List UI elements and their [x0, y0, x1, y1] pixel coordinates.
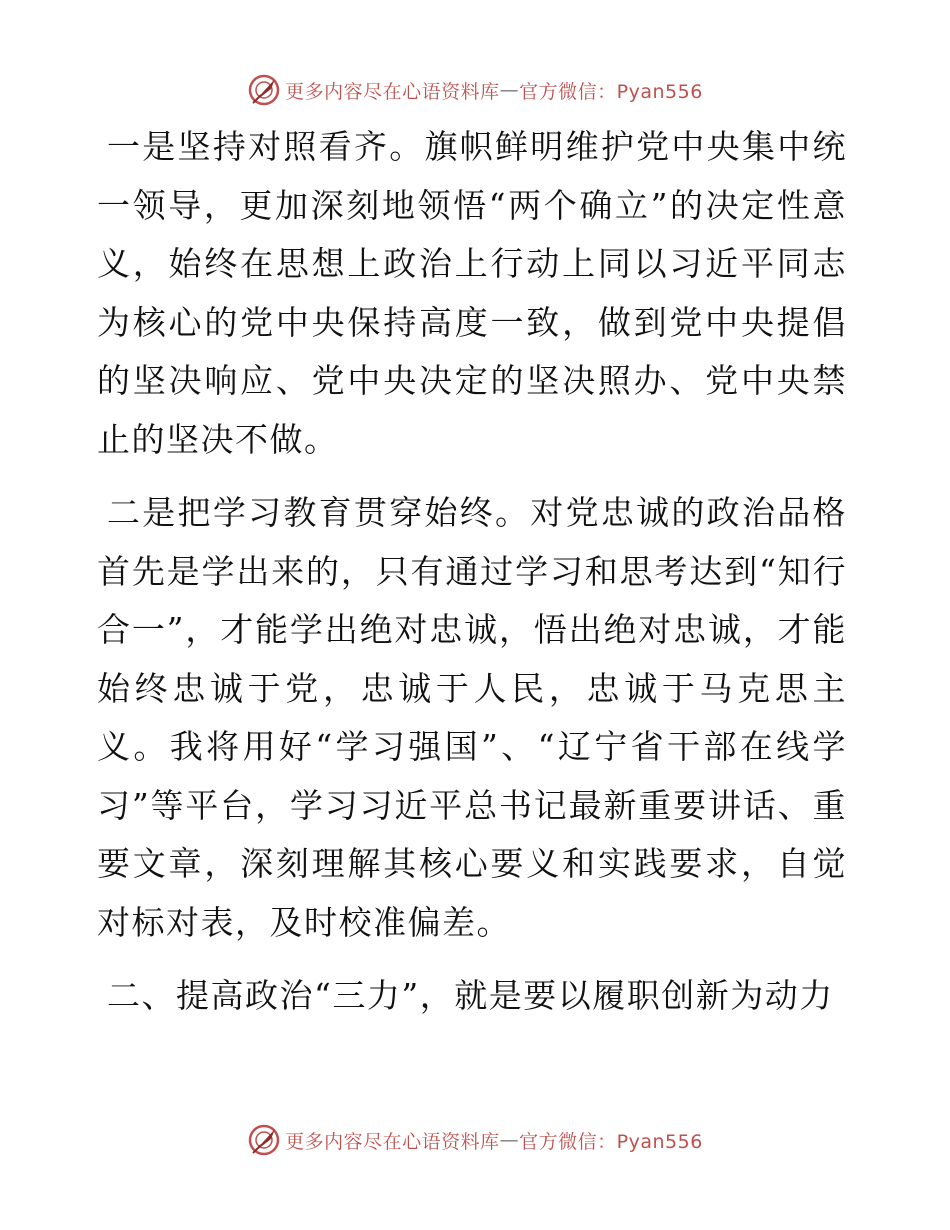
- watermark-wechat: 官方微信：Pyan556: [519, 1130, 703, 1153]
- header-watermark: [0, 70, 950, 110]
- watermark-text: 更多内容尽在心语资料库: [285, 1130, 500, 1153]
- section-heading: 二、提高政治“三力”，就是要以履职创新为动力: [107, 976, 834, 1015]
- watermark-separator: —: [499, 1129, 520, 1151]
- watermark-text: 更多内容尽在心语资料库: [285, 80, 500, 103]
- watermark-wechat: 官方微信：Pyan556: [519, 80, 703, 103]
- quill-logo-icon: [247, 73, 281, 107]
- document-body: [97, 118, 847, 1041]
- paragraph-2: 二是把学习教育贯穿始终。对党忠诚的政治品格首先是学出来的，只有通过学习和思考达到“知行合一”，才能学出绝对忠诚，悟出绝对忠诚，才能始终忠诚于党，忠诚于人民，忠诚于马克思主义。我将用好“学习强国”、“辽宁省干部在线学习”等平台，学习习近平总书记最新重要讲话、重要文章，深刻理解其核心要义和实践要求，自觉对标对表，及时校准偏差。: [97, 493, 847, 942]
- footer-watermark: [0, 1120, 950, 1160]
- paragraph-1: 一是坚持对照看齐。旗帜鲜明维护党中央集中统一领导，更加深刻地领悟“两个确立”的决定性意义，始终在思想上政治上行动上同以习近平同志为核心的党中央保持高度一致，做到党中央提倡的坚决响应、党中央决定的坚决照办、党中央禁止的坚决不做。: [97, 127, 847, 459]
- quill-logo-icon: [247, 1123, 281, 1157]
- watermark-separator: —: [499, 79, 520, 101]
